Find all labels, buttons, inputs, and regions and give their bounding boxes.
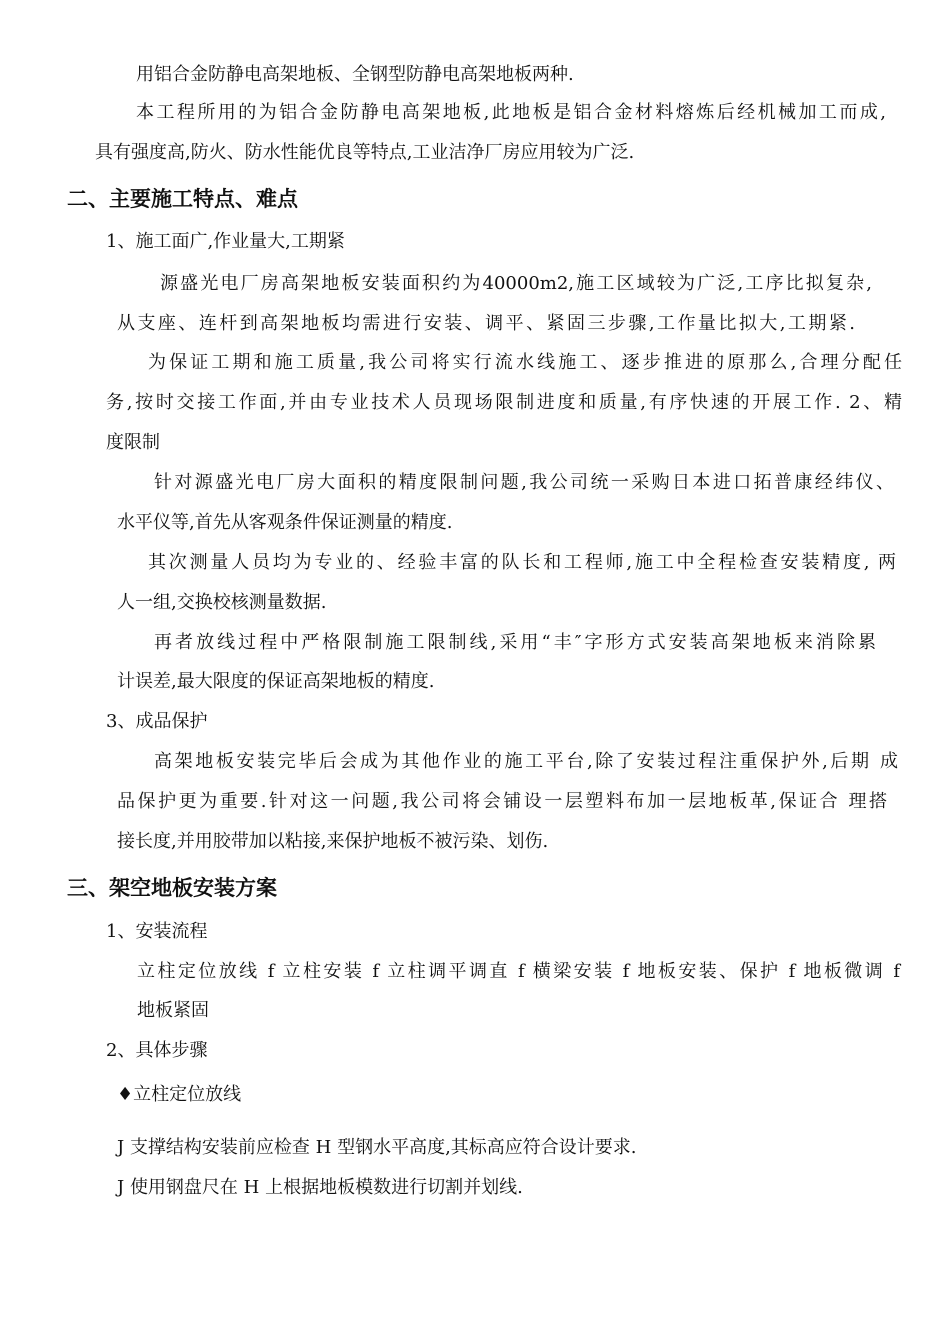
paragraph-line: 务,按时交接工作面,并由专业技术人员现场限制进度和质量,有序快速的开展工作. 2、精 [106,392,902,413]
paragraph-line: 针对源盛光电厂房大面积的精度限制问题,我公司统一采购日本进口拓普康经纬仪、 [154,472,894,493]
paragraph-line: 从支座、连杆到高架地板均需进行安装、调平、紧固三步骤,工作量比拟大,工期紧. [117,313,855,334]
paragraph-line: 再者放线过程中严格限制施工限制线,采用“丰″字形方式安装高架地板来消除累 [154,632,876,653]
flow-line: 立柱定位放线 f 立柱安装 f 立柱调平调直 f 横梁安装 f 地板安装、保护 f 地板微调 f [137,961,900,982]
paragraph-line: 具有强度高,防火、防水性能优良等特点,工业洁净厂房应用较为广泛. [95,142,635,163]
subsection-heading: 3、成品保护 [106,711,208,732]
section-heading: 二、主要施工特点、难点 [67,187,298,211]
paragraph-line: 品保护更为重要.针对这一问题,我公司将会铺设一层塑料布加一层地板革,保证合 理搭 [117,791,887,812]
bullet-heading: ♦立柱定位放线 [117,1084,242,1105]
flow-line: 地板紧固 [137,1000,209,1021]
paragraph-line: 人一组,交换校核测量数据. [117,592,327,613]
paragraph-line: 度限制 [106,432,160,453]
paragraph-line: 接长度,并用胶带加以粘接,来保护地板不被污染、划伤. [117,831,549,852]
subsection-heading: 1、安装流程 [106,921,208,942]
step-line: J 使用钢盘尺在 H 上根据地板模数进行切割并划线. [117,1177,523,1198]
section-heading: 三、架空地板安装方案 [67,876,277,900]
subsection-heading: 1、施工面广,作业量大,工期紧 [106,231,345,252]
paragraph-line: 用铝合金防静电高架地板、全钢型防静电高架地板两种. [136,64,574,85]
paragraph-line: 其次测量人员均为专业的、经验丰富的队长和工程师,施工中全程检查安装精度, 两 [148,552,896,573]
paragraph-line: 源盛光电厂房高架地板安装面积约为40000m2,施工区域较为广泛,工序比拟复杂, [160,273,872,294]
step-line: J 支撑结构安装前应检查 H 型钢水平高度,其标高应符合设计要求. [117,1137,637,1158]
paragraph-line: 高架地板安装完毕后会成为其他作业的施工平台,除了安装过程注重保护外,后期 成 [154,751,898,772]
paragraph-line: 本工程所用的为铝合金防静电高架地板,此地板是铝合金材料熔炼后经机械加工而成, [136,102,886,123]
subsection-heading: 2、具体步骤 [106,1040,208,1061]
paragraph-line: 计误差,最大限度的保证高架地板的精度. [117,671,435,692]
paragraph-line: 水平仪等,首先从客观条件保证测量的精度. [117,512,453,533]
paragraph-line: 为保证工期和施工质量,我公司将实行流水线施工、逐步推进的原那么,合理分配任 [148,352,902,373]
